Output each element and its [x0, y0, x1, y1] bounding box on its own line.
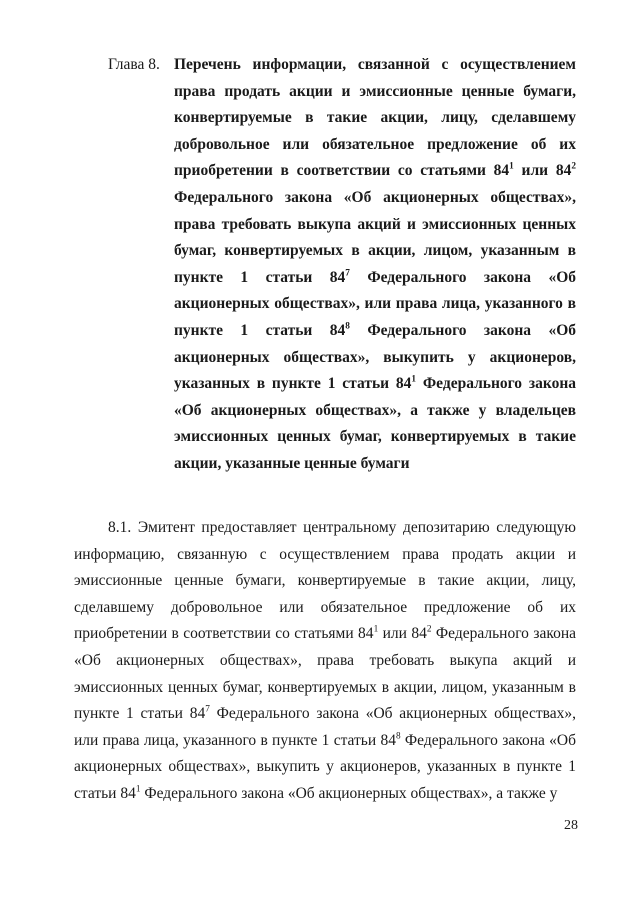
chapter-title: [174, 52, 576, 478]
superscript: 2: [426, 624, 432, 635]
superscript: 2: [571, 161, 576, 172]
paragraph-text: 8.1. Эмитент предоставляет центральному депозитарию следующую информацию, связанную с осуществлением права продать акции и эмиссионные ценные бумаги, конвертируемые в такие акции, лицу, сделавшему добровольное или обязательное предложение об их приобретении в соответствии со статьями 84: [74, 519, 576, 643]
paragraph-text: Федерального закона «Об акционерных обществах», а также у: [140, 784, 558, 802]
superscript: 1: [135, 784, 141, 795]
chapter-title-text: Федерального закона «Об акционерных обществах», а также у владельцев эмиссионных ценных бумаг, конвертируемых в такие акции, указанные ценные бумаги: [174, 375, 576, 472]
paragraph-text: Федерального закона «Об акционерных обществах», права требовать выкупа акций и эмиссионных ценных бумаг, конвертируемых в акции, лицом, указанным в пункте 1 статьи 84: [74, 625, 576, 723]
superscript: 7: [205, 704, 210, 715]
paragraph-8-1: [74, 515, 576, 808]
superscript: 8: [345, 321, 350, 332]
chapter-title-text: Федерального закона «Об акционерных обществах», выкупить у акционеров, указанных в пункте 1 статьи 84: [174, 321, 577, 393]
superscript: 1: [411, 374, 417, 385]
page-number: 28: [564, 818, 578, 833]
superscript: 1: [373, 624, 379, 635]
chapter-title-text: Перечень информации, связанной с осуществлением права продать акции и эмиссионные ценные бумаги, конвертируемые в такие акции, лицу, сделавшему добровольное или обязательное предложение об их приобретении в соответствии со статьями 84: [174, 56, 576, 180]
paragraph-text: или 84: [378, 625, 427, 643]
paragraph-text: Федерального закона «Об акционерных обществах», выкупить у акционеров, указанных в пункте 1 статьи 84: [74, 731, 576, 802]
superscript: 8: [395, 731, 401, 742]
chapter-label: Глава 8.: [108, 56, 160, 73]
superscript: 7: [345, 268, 350, 279]
superscript: 1: [509, 161, 514, 172]
chapter-title-text: или 84: [513, 162, 572, 180]
paragraph-text: Федерального закона «Об акционерных обществах», или права лица, указанного в пункте 1 статьи 84: [74, 705, 576, 749]
chapter-title-text: Федерального закона «Об акционерных обществах», права требовать выкупа акций и эмиссионных ценных бумаг, конвертируемых в акции, лицом, указанным в пункте 1 статьи 84: [174, 188, 576, 286]
chapter-title-text: Федерального закона «Об акционерных обществах», или права лица, указанного в пункте 1 статьи 84: [174, 268, 577, 339]
